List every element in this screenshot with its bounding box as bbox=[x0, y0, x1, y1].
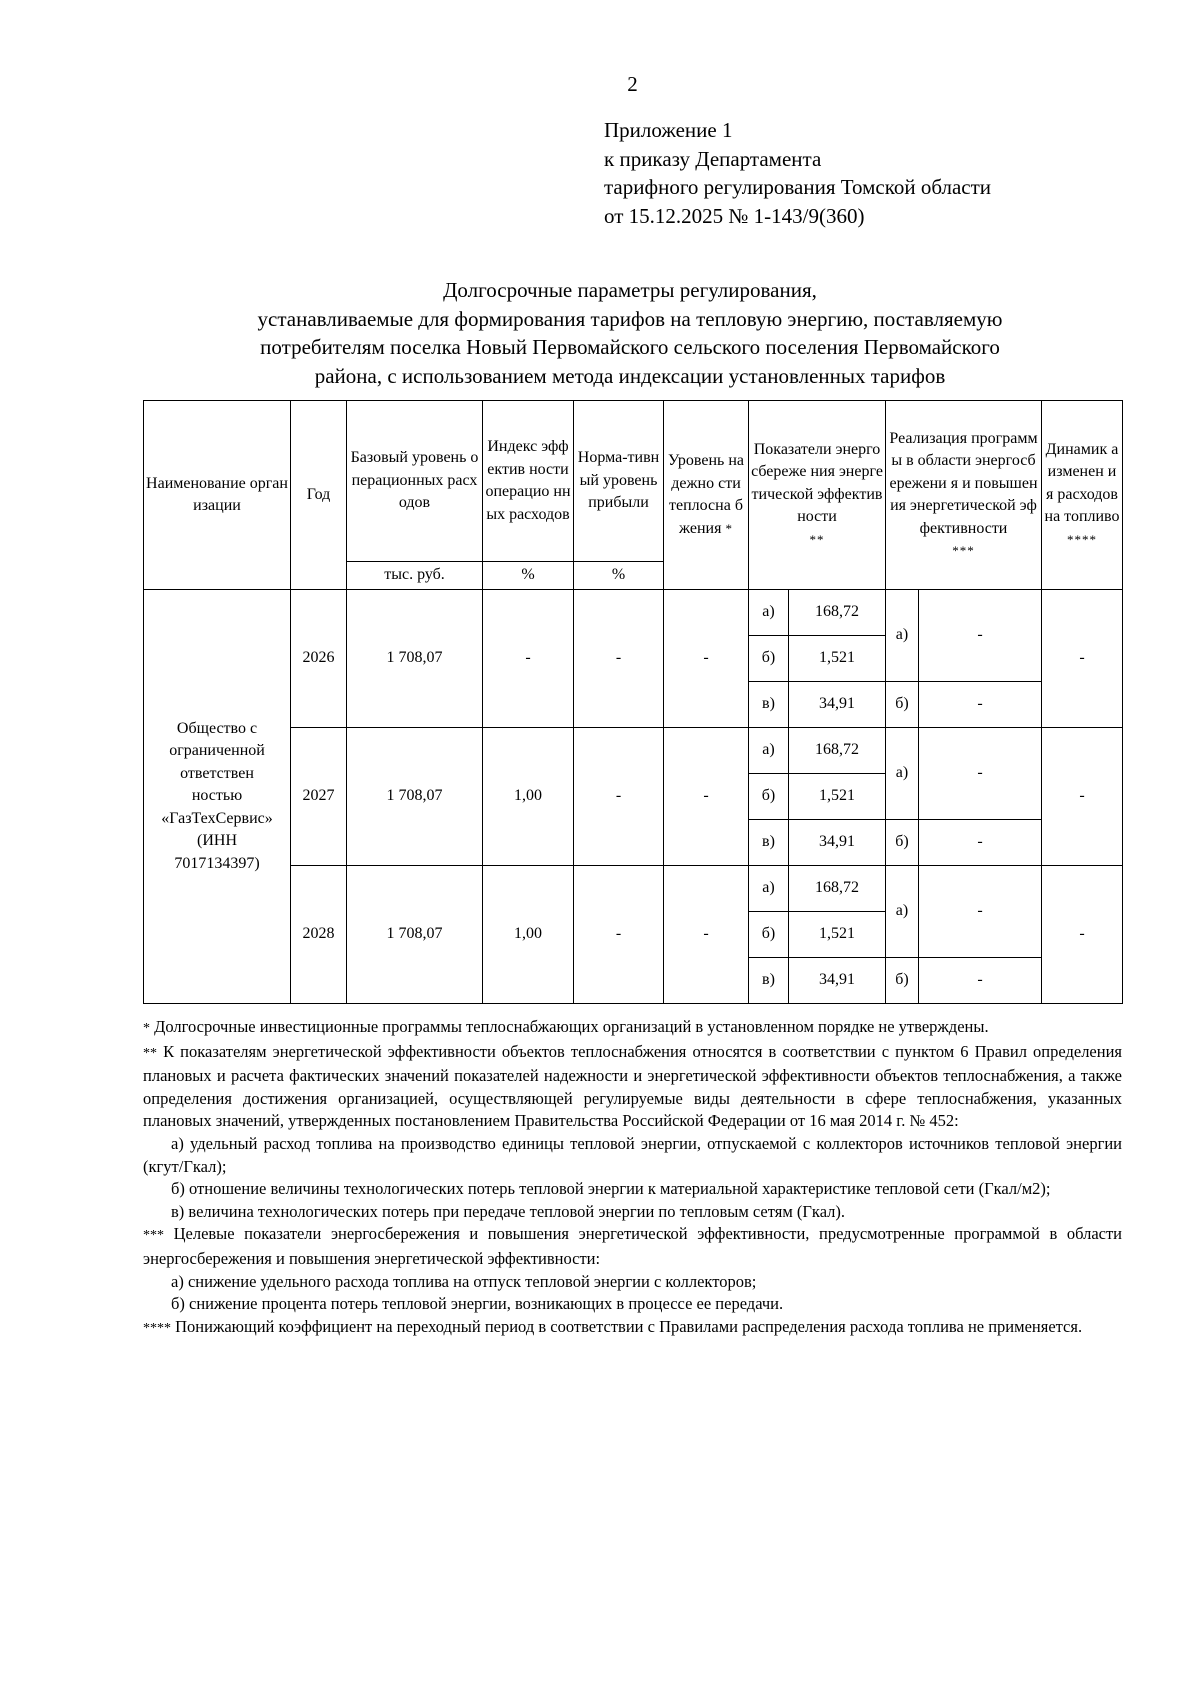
title-line-2: устанавливаемые для формирования тарифов на тепловую энергию, поставляемую bbox=[257, 306, 1003, 331]
energy-label-a: а) bbox=[749, 728, 789, 774]
appendix-line-4: от 15.12.2025 № 1-143/9(360) bbox=[604, 203, 865, 228]
header-reliability bbox=[664, 401, 749, 590]
program-value-b: - bbox=[919, 820, 1042, 866]
header-fuel bbox=[1042, 401, 1123, 590]
header-reliability-stars: * bbox=[725, 520, 733, 536]
org-name-line: «ГазТехСервис» bbox=[161, 809, 273, 827]
program-label-a: а) bbox=[886, 866, 919, 958]
base-cell: 1 708,07 bbox=[347, 728, 483, 866]
program-label-b: б) bbox=[886, 958, 919, 1004]
org-name-line: ограниченной bbox=[169, 742, 265, 760]
program-value-a: - bbox=[919, 728, 1042, 820]
program-label-b: б) bbox=[886, 820, 919, 866]
org-name-line: ностью bbox=[191, 787, 243, 805]
document-title bbox=[140, 276, 1120, 390]
profit-cell: - bbox=[574, 590, 664, 728]
unit-profit: % bbox=[574, 562, 664, 590]
header-energy bbox=[749, 401, 886, 590]
energy-value-v: 34,91 bbox=[789, 682, 886, 728]
year-cell: 2026 bbox=[291, 590, 347, 728]
footnote-2a: а) удельный расход топлива на производство единицы тепловой энергии, отпускаемой с коллекторов источников тепловой энергии (кгут/Гкал); bbox=[143, 1133, 1122, 1176]
header-fuel-stars: **** bbox=[1067, 531, 1097, 547]
reliability-cell: - bbox=[664, 728, 749, 866]
footnote-1 bbox=[143, 1016, 1122, 1041]
footnote-text: К показателям энергетической эффективности объектов теплоснабжения относятся в соответствии с пунктом 6 Правил определения плановых и расчета фактических значений показателей надежности и энергетической эффективности объектов теплоснабжения, а также определения достижения организацией, осуществляющей регулируемые виды деятельности в сфере теплоснабжения, указанных плановых значений, утвержденных постановлением Правительства Российской Федерации от 16 мая 2014 г. № 452: bbox=[143, 1041, 1123, 1131]
footnote-3b: б) снижение процента потерь тепловой энергии, возникающих в процессе ее передачи. bbox=[171, 1294, 784, 1314]
energy-label-b: б) bbox=[749, 774, 789, 820]
header-org: Наименование организации bbox=[144, 401, 291, 590]
energy-value-b: 1,521 bbox=[789, 774, 886, 820]
header-fuel-text: Динамик а изменен ия расходов на топливо bbox=[1044, 440, 1120, 526]
unit-base: тыс. руб. bbox=[347, 562, 483, 590]
energy-value-a: 168,72 bbox=[789, 728, 886, 774]
org-name-line: ответствен bbox=[180, 764, 254, 782]
table-row bbox=[144, 866, 1123, 912]
footnote-4 bbox=[143, 1316, 1122, 1341]
index-cell: 1,00 bbox=[483, 866, 574, 1004]
footnote-marker: *** bbox=[143, 1228, 164, 1244]
energy-label-b: б) bbox=[749, 912, 789, 958]
footnote-2v: в) величина технологических потерь при передаче тепловой энергии по тепловым сетям (Гкал). bbox=[171, 1201, 846, 1221]
footnotes bbox=[143, 1016, 1122, 1340]
header-program-text: Реализация программы в области энергосбережени я и повышения энергетической эффективности bbox=[889, 429, 1038, 537]
year-cell: 2027 bbox=[291, 728, 347, 866]
table-row bbox=[144, 728, 1123, 774]
header-program bbox=[886, 401, 1042, 590]
base-cell: 1 708,07 bbox=[347, 590, 483, 728]
page-number: 2 bbox=[627, 72, 638, 96]
program-label-a: а) bbox=[886, 590, 919, 682]
fuel-cell: - bbox=[1042, 728, 1123, 866]
footnote-text: Долгосрочные инвестиционные программы теплоснабжающих организаций в установленном порядке не утверждены. bbox=[154, 1017, 989, 1036]
org-name-line: Общество с bbox=[176, 719, 258, 737]
footnote-3 bbox=[143, 1223, 1122, 1270]
program-value-b: - bbox=[919, 958, 1042, 1004]
appendix-header bbox=[604, 116, 991, 230]
footnote-text: Целевые показатели энергосбережения и повышения энергетической эффективности, предусмотренные программой в области энергосбережения и повышения энергетической эффективности: bbox=[143, 1224, 1123, 1268]
header-reliability-text: Уровень надежно сти теплосна бжения bbox=[667, 452, 744, 537]
energy-label-v: в) bbox=[749, 682, 789, 728]
footnote-3a: а) снижение удельного расхода топлива на отпуск тепловой энергии с коллекторов; bbox=[171, 1271, 757, 1291]
energy-value-a: 168,72 bbox=[789, 866, 886, 912]
org-name-cell bbox=[144, 590, 291, 1004]
header-year: Год bbox=[291, 401, 347, 590]
program-value-a: - bbox=[919, 866, 1042, 958]
header-energy-text: Показатели энергосбереже ния энергетической эффективности bbox=[751, 440, 883, 526]
energy-label-v: в) bbox=[749, 820, 789, 866]
index-cell: - bbox=[483, 590, 574, 728]
footnote-2b: б) отношение величины технологических потерь тепловой энергии к материальной характеристике тепловой сети (Гкал/м2); bbox=[171, 1179, 1051, 1199]
footnote-marker: * bbox=[143, 1021, 150, 1036]
energy-label-a: а) bbox=[749, 866, 789, 912]
year-cell: 2028 bbox=[291, 866, 347, 1004]
footnote-marker: **** bbox=[143, 1320, 171, 1336]
energy-value-b: 1,521 bbox=[789, 912, 886, 958]
program-label-b: б) bbox=[886, 682, 919, 728]
energy-label-v: в) bbox=[749, 958, 789, 1004]
table-row bbox=[144, 590, 1123, 636]
org-name-line: (ИНН bbox=[197, 832, 237, 850]
header-base: Базовый уровень операционных расходов bbox=[347, 401, 483, 562]
parameters-table bbox=[143, 400, 1123, 1004]
reliability-cell: - bbox=[664, 866, 749, 1004]
header-index: Индекс эффектив ности операцио нных расходов bbox=[483, 401, 574, 562]
reliability-cell: - bbox=[664, 590, 749, 728]
unit-index: % bbox=[483, 562, 574, 590]
program-value-a: - bbox=[919, 590, 1042, 682]
base-cell: 1 708,07 bbox=[347, 866, 483, 1004]
energy-value-v: 34,91 bbox=[789, 958, 886, 1004]
energy-value-a: 168,72 bbox=[789, 590, 886, 636]
footnote-2 bbox=[143, 1041, 1122, 1133]
energy-value-v: 34,91 bbox=[789, 820, 886, 866]
title-line-3: потребителям поселка Новый Первомайского сельского поселения Первомайского bbox=[260, 335, 1000, 359]
title-line-1: Долгосрочные параметры регулирования, bbox=[443, 278, 817, 302]
appendix-line-1: Приложение 1 bbox=[604, 118, 733, 142]
footnote-marker: ** bbox=[143, 1045, 157, 1061]
energy-label-a: а) bbox=[749, 590, 789, 636]
profit-cell: - bbox=[574, 866, 664, 1004]
appendix-line-2: к приказу Департамента bbox=[604, 146, 822, 171]
org-name-line: 7017134397) bbox=[174, 854, 260, 872]
program-label-a: а) bbox=[886, 728, 919, 820]
header-program-stars: *** bbox=[952, 543, 975, 558]
header-energy-stars: ** bbox=[809, 531, 825, 547]
index-cell: 1,00 bbox=[483, 728, 574, 866]
title-line-4: района, с использованием метода индексации установленных тарифов bbox=[314, 363, 946, 388]
profit-cell: - bbox=[574, 728, 664, 866]
appendix-line-3: тарифного регулирования Томской области bbox=[604, 175, 992, 199]
energy-value-b: 1,521 bbox=[789, 636, 886, 682]
header-profit: Норма-тивный уровень прибыли bbox=[574, 401, 664, 562]
energy-label-b: б) bbox=[749, 636, 789, 682]
footnote-text: Понижающий коэффициент на переходный период в соответствии с Правилами распределения расхода топлива не применяется. bbox=[175, 1316, 1083, 1336]
program-value-b: - bbox=[919, 682, 1042, 728]
fuel-cell: - bbox=[1042, 866, 1123, 1004]
fuel-cell: - bbox=[1042, 590, 1123, 728]
